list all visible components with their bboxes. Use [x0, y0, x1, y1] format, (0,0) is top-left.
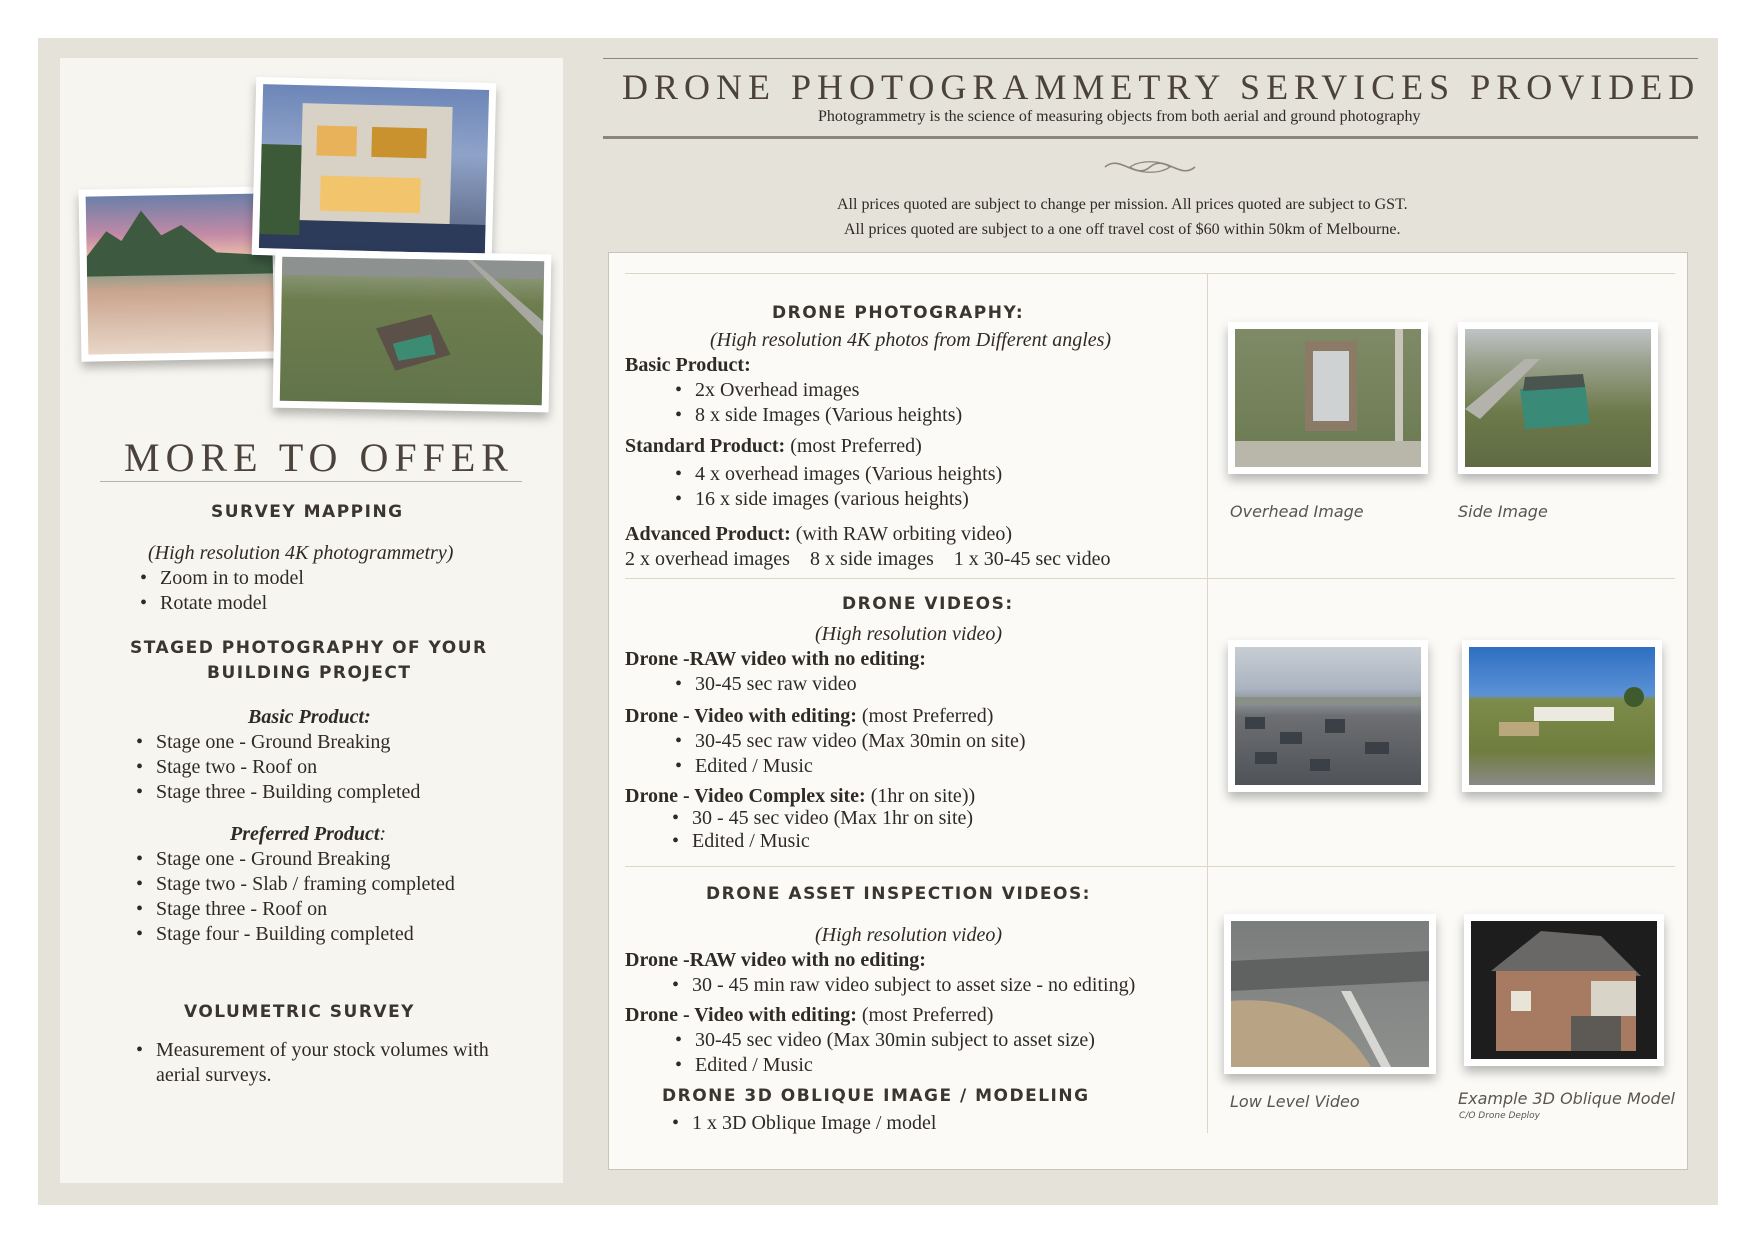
price-note-2: All prices quoted are subject to a one off travel cost of $60 within 50km of Melbourne.: [844, 221, 1401, 238]
column-divider: [1207, 273, 1208, 1133]
volumetric-survey-heading: VOLUMETRIC SURVEY: [184, 1002, 415, 1022]
price-note-1: All prices quoted are subject to change per mission. All prices quoted are subject to GST.: [837, 196, 1408, 213]
advanced-product-label: Advanced Product: (with RAW orbiting video): [625, 523, 1013, 545]
drone-videos-sub: (High resolution video): [815, 623, 1003, 645]
list-item: • 30-45 sec raw video (Max 30min on site): [695, 729, 1025, 754]
list-item: • 4 x overhead images (Various heights): [695, 462, 1002, 487]
page-title: DRONE PHOTOGRAMMETRY SERVICES PROVIDED: [622, 67, 1701, 107]
oblique-modeling-heading: DRONE 3D OBLIQUE IMAGE / MODELING: [662, 1086, 1090, 1106]
list-item: • Rotate model: [160, 591, 267, 616]
construction-site-photo: [273, 250, 552, 413]
raw-video-label: Drone -RAW video with no editing:: [625, 949, 926, 971]
list-item: • Edited / Music: [692, 829, 810, 854]
header-rule-top: [603, 58, 1698, 59]
staged-heading-line1: STAGED PHOTOGRAPHY OF YOUR: [130, 638, 488, 658]
more-to-offer-title: MORE TO OFFER: [124, 435, 514, 480]
raw-video-label: Drone -RAW video with no editing:: [625, 648, 926, 670]
list-item: • Edited / Music: [695, 754, 813, 779]
oblique-model-photo: [1464, 914, 1664, 1066]
list-item: • Measurement of your stock volumes with: [156, 1038, 489, 1063]
list-item: • Zoom in to model: [160, 566, 304, 591]
list-item: • Edited / Music: [695, 1053, 813, 1078]
basic-product-label: Basic Product:: [625, 354, 751, 376]
list-item: • Stage one - Ground Breaking: [156, 847, 390, 872]
asset-inspection-sub: (High resolution video): [815, 924, 1003, 946]
preferred-product-label: Preferred Product:: [230, 823, 387, 845]
survey-mapping-heading: SURVEY MAPPING: [211, 502, 404, 522]
list-item: • Stage three - Roof on: [156, 897, 327, 922]
list-item: • Stage one - Ground Breaking: [156, 730, 390, 755]
low-level-video-caption: Low Level Video: [1230, 1092, 1360, 1111]
drone-photography-heading: DRONE PHOTOGRAPHY:: [772, 303, 1025, 323]
list-item: • 30-45 sec video (Max 30min subject to asset size): [695, 1028, 1095, 1053]
page-subtitle: Photogrammetry is the science of measuring objects from both aerial and ground photography: [818, 108, 1421, 125]
list-item: • 1 x 3D Oblique Image / model: [692, 1111, 936, 1136]
list-item: • Stage four - Building completed: [156, 922, 414, 947]
asset-inspection-heading: DRONE ASSET INSPECTION VIDEOS:: [706, 884, 1091, 904]
staged-heading-line2: BUILDING PROJECT: [207, 663, 412, 683]
list-item: • Stage two - Roof on: [156, 755, 317, 780]
suburb-aerial-photo: [1228, 640, 1428, 792]
standard-product-label: Standard Product: (most Preferred): [625, 435, 922, 457]
basic-product-label: Basic Product:: [248, 706, 371, 728]
table-rule-top: [625, 273, 1675, 274]
drone-videos-heading: DRONE VIDEOS:: [842, 594, 1014, 614]
list-item: • 30-45 sec raw video: [695, 672, 857, 697]
list-item: • Stage three - Building completed: [156, 780, 420, 805]
row-divider-2: [625, 866, 1675, 867]
header-rule-bottom: [603, 136, 1698, 139]
list-item-continuation: aerial surveys.: [156, 1064, 272, 1086]
overhead-image-caption: Overhead Image: [1230, 502, 1364, 521]
overhead-image-photo: [1228, 322, 1428, 474]
edited-video-label: Drone - Video with editing: (most Preferred): [625, 1004, 994, 1026]
low-level-video-photo: [1224, 914, 1436, 1074]
side-image-caption: Side Image: [1458, 502, 1548, 521]
drone-deploy-credit: C/O Drone Deploy: [1459, 1111, 1541, 1121]
title-divider: [100, 481, 522, 482]
row-divider-1: [625, 578, 1675, 579]
list-item: • 16 x side images (various heights): [695, 487, 969, 512]
house-night-photo: [252, 77, 497, 261]
side-image-photo: [1458, 322, 1658, 474]
list-item: • 2x Overhead images: [695, 378, 859, 403]
advanced-product-details: 2 x overhead images 8 x side images 1 x 30-45 sec video: [625, 548, 1111, 570]
beach-photo: [79, 186, 282, 361]
drone-photography-sub: (High resolution 4K photos from Different angles): [710, 329, 1112, 351]
complex-site-label: Drone - Video Complex site: (1hr on site)): [625, 785, 976, 807]
flourish-ornament-icon: [1100, 152, 1200, 182]
list-item: • Stage two - Slab / framing completed: [156, 872, 455, 897]
list-item: • 8 x side Images (Various heights): [695, 403, 962, 428]
farmhouse-aerial-photo: [1462, 640, 1662, 792]
survey-mapping-sub: (High resolution 4K photogrammetry): [148, 542, 454, 564]
oblique-model-caption: Example 3D Oblique Model: [1458, 1089, 1675, 1108]
list-item: • 30 - 45 min raw video subject to asset size - no editing): [692, 973, 1135, 998]
edited-video-label: Drone - Video with editing: (most Preferred): [625, 705, 994, 727]
list-item: • 30 - 45 sec video (Max 1hr on site): [692, 806, 973, 831]
